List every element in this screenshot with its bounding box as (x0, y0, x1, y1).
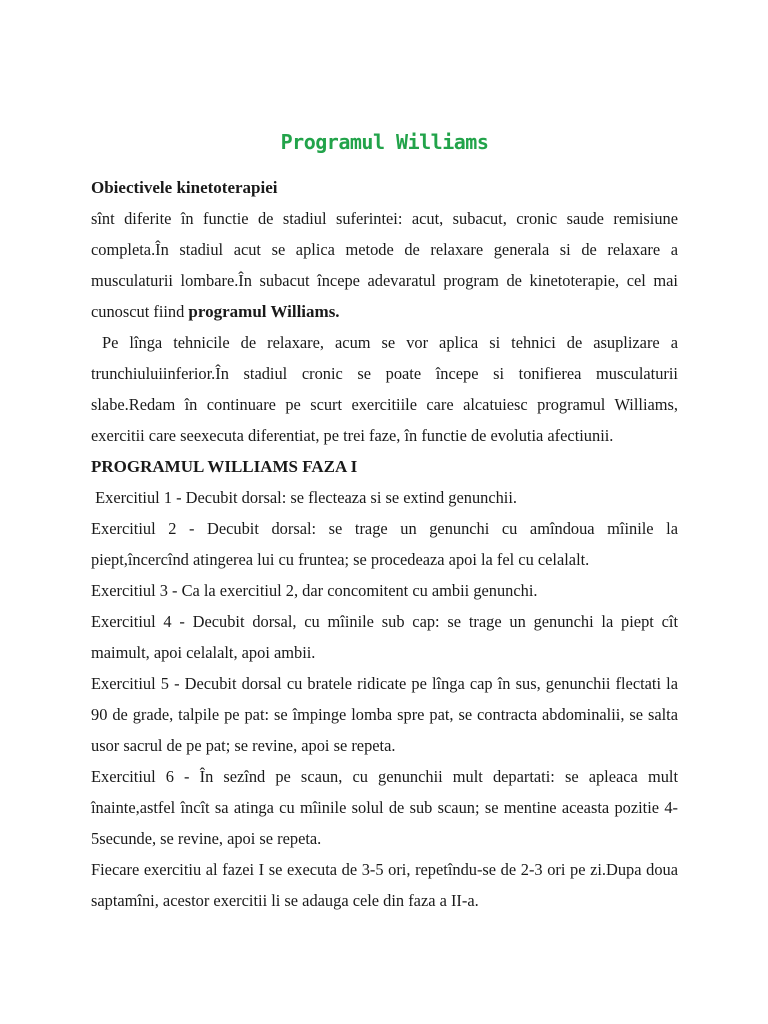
exercise-4: Exercitiul 4 - Decubit dorsal, cu mîinile sub cap: se trage un genunchi la piept cît maimult, apoi celalalt, apoi ambii. (91, 612, 678, 662)
paragraph-objectives-text: sînt diferite în functie de stadiul suferintei: acut, subacut, cronic saude remisiune completa.În stadiul acut se aplica metode de relaxare generala si de relaxare a musculaturii lombare.În subacut începe adevaratul program de kinetoterapie, cel mai cunoscut fiind (91, 209, 678, 321)
closing-paragraph: Fiecare exercitiu al fazei I se executa de 3-5 ori, repetîndu-se de 2-3 ori pe zi.Dupa doua saptamîni, acestor exercitii li se adauga cele din faza a II-a. (91, 860, 678, 910)
exercise-1: Exercitiul 1 - Decubit dorsal: se flecteaza si se extind genunchii. (91, 488, 518, 507)
exercise-5: Exercitiul 5 - Decubit dorsal cu bratele ridicate pe lînga cap în sus, genunchii flectati la 90 de grade, talpile pe pat: se împinge lomba spre pat, se contracta abdominalii, se salta usor sacrul de pe pat; se revine, apoi se repeta. (91, 674, 678, 755)
paragraph-objectives-bold: programul Williams. (188, 302, 340, 321)
section-heading-objectives: Obiectivele kinetoterapiei (91, 178, 278, 197)
document-title: Programul Williams (280, 130, 489, 154)
section-heading-phase-1: PROGRAMUL WILLIAMS FAZA I (91, 457, 358, 476)
document-page (91, 128, 683, 916)
exercise-2: Exercitiul 2 - Decubit dorsal: se trage un genunchi cu amîndoua mîinile la piept,încercînd atingerea lui cu fruntea; se procedeaza apoi la fel cu celalalt. (91, 519, 678, 569)
paragraph-objectives (91, 203, 678, 327)
exercise-3: Exercitiul 3 - Ca la exercitiul 2, dar concomitent cu ambii genunchi. (91, 581, 538, 600)
exercise-6: Exercitiul 6 - În sezînd pe scaun, cu genunchii mult departati: se apleaca mult înainte,astfel încît sa atinga cu mîinile solul de sub scaun; se mentine aceasta pozitie 4-5secunde, se revine, apoi se repeta. (91, 767, 678, 848)
paragraph-relaxation: Pe lînga tehnicile de relaxare, acum se vor aplica si tehnici de asuplizare a trunchiuluiinferior.În stadiul cronic se poate începe si tonifierea musculaturii slabe.Redam în continuare pe scurt exercitiile care alcatuiesc programul Williams, exercitii care seexecuta diferentiat, pe trei faze, în functie de evolutia afectiunii. (91, 333, 683, 445)
